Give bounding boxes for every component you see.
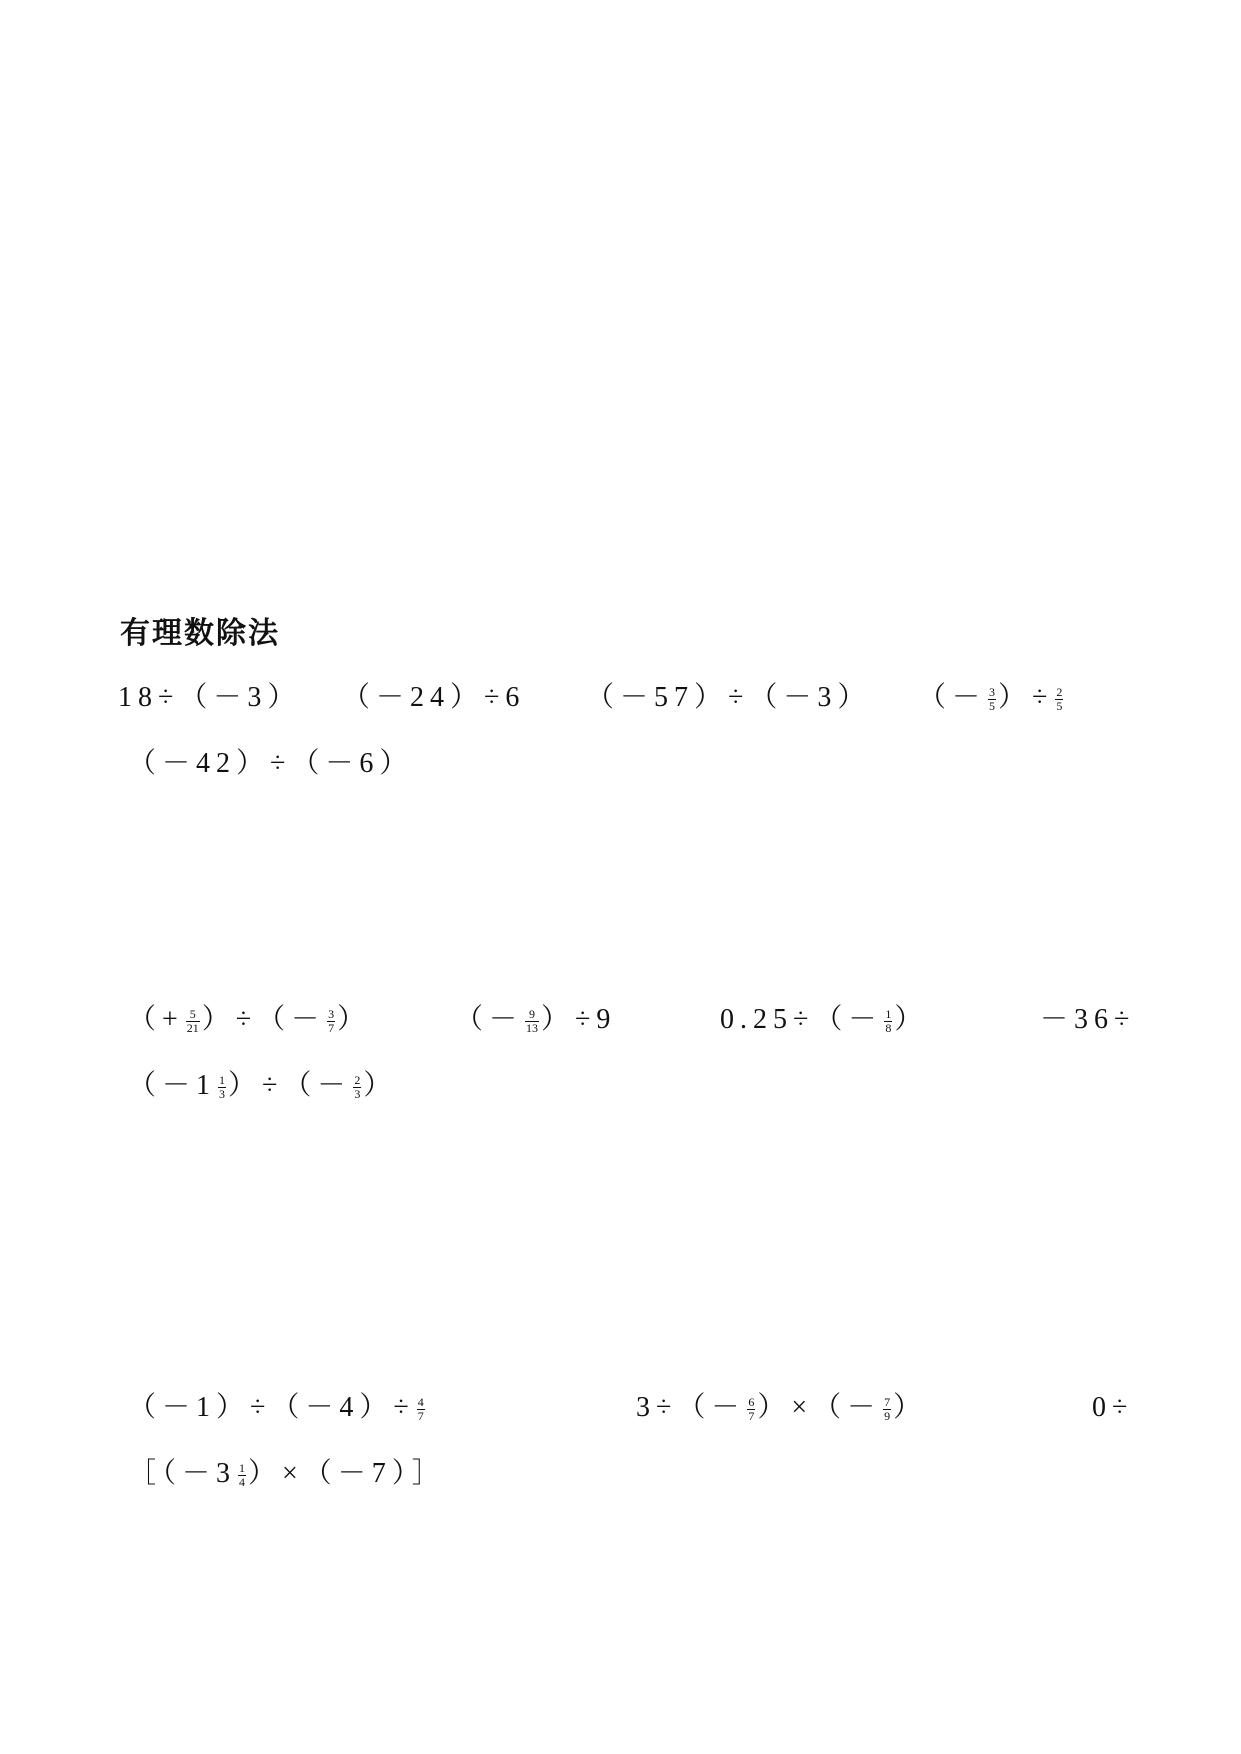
worksheet-title: 有理数除法 bbox=[120, 616, 280, 651]
problem-14-post: ）×（－7）］ bbox=[248, 1458, 446, 1489]
fraction-denominator: 13 bbox=[526, 1021, 539, 1036]
problem-8 bbox=[720, 1000, 928, 1040]
fraction-denominator: 9 bbox=[884, 1409, 891, 1424]
problem-8-post: ） bbox=[894, 1004, 929, 1035]
problem-12 bbox=[636, 1388, 927, 1428]
fraction bbox=[417, 1396, 425, 1423]
problem-14 bbox=[128, 1454, 446, 1494]
fraction bbox=[884, 1008, 892, 1035]
fraction-numerator: 7 bbox=[884, 1395, 891, 1410]
fraction bbox=[186, 1008, 200, 1035]
fraction-denominator: 5 bbox=[989, 699, 996, 714]
fraction-denominator: 3 bbox=[354, 1087, 361, 1102]
problem-3: （－57）÷（－3） bbox=[586, 682, 872, 713]
fraction-denominator: 8 bbox=[885, 1021, 892, 1036]
fraction-denominator: 7 bbox=[748, 1409, 755, 1424]
fraction-denominator: 3 bbox=[219, 1087, 226, 1102]
problem-12-mid: ）×（－ bbox=[757, 1392, 882, 1423]
fraction-numerator: 1 bbox=[885, 1007, 892, 1022]
problem-10-pre: （－1 bbox=[128, 1070, 217, 1101]
problem-10-post: ） bbox=[363, 1070, 398, 1101]
fraction bbox=[1055, 686, 1063, 713]
problem-11-pre: （－1）÷（－4）÷ bbox=[128, 1392, 415, 1423]
problem-10 bbox=[128, 1066, 397, 1106]
problem-7-post: ）÷9 bbox=[541, 1004, 617, 1035]
problem-13: 0÷ bbox=[1092, 1392, 1134, 1423]
problem-6-pre: （+ bbox=[128, 1004, 184, 1035]
fraction-denominator: 21 bbox=[186, 1021, 199, 1036]
problem-6-post: ） bbox=[337, 1004, 372, 1035]
fraction bbox=[988, 686, 996, 713]
fraction bbox=[218, 1074, 226, 1101]
fraction-numerator: 1 bbox=[219, 1073, 226, 1088]
problem-7-pre: （－ bbox=[455, 1004, 524, 1035]
fraction-numerator: 3 bbox=[328, 1007, 335, 1022]
fraction bbox=[747, 1396, 755, 1423]
problem-6 bbox=[128, 1000, 371, 1040]
problem-6-mid: ）÷（－ bbox=[201, 1004, 326, 1035]
fraction bbox=[525, 1008, 539, 1035]
problem-10-mid: ）÷（－ bbox=[228, 1070, 352, 1101]
problem-11 bbox=[128, 1388, 427, 1428]
problem-4-mid: ）÷ bbox=[998, 682, 1054, 713]
fraction-numerator: 3 bbox=[989, 685, 996, 700]
fraction-numerator: 9 bbox=[525, 1008, 539, 1022]
problem-4-pre: （－ bbox=[918, 682, 987, 713]
problem-4 bbox=[918, 678, 1065, 718]
problem-14-pre: ［（－3 bbox=[128, 1458, 237, 1489]
fraction bbox=[327, 1008, 335, 1035]
problem-12-pre: 3÷（－ bbox=[636, 1392, 746, 1423]
problem-12-post: ） bbox=[893, 1392, 928, 1423]
problem-2: （－24）÷6 bbox=[342, 682, 526, 713]
fraction-numerator: 5 bbox=[186, 1008, 200, 1022]
fraction-numerator: 2 bbox=[354, 1073, 361, 1088]
fraction bbox=[353, 1074, 361, 1101]
fraction-numerator: 2 bbox=[1056, 685, 1063, 700]
fraction-numerator: 4 bbox=[417, 1395, 424, 1410]
fraction bbox=[238, 1462, 246, 1489]
fraction bbox=[883, 1396, 891, 1423]
fraction-denominator: 7 bbox=[328, 1021, 335, 1036]
fraction-numerator: 1 bbox=[239, 1461, 246, 1476]
fraction-denominator: 7 bbox=[417, 1409, 424, 1424]
problem-9: －36÷ bbox=[1040, 1004, 1136, 1035]
problem-1: 18÷（－3） bbox=[118, 682, 302, 713]
problem-8-pre: 0.25÷（－ bbox=[720, 1004, 883, 1035]
fraction-numerator: 6 bbox=[748, 1395, 755, 1410]
problem-5: （－42）÷（－6） bbox=[128, 748, 414, 779]
fraction-denominator: 4 bbox=[239, 1475, 246, 1490]
fraction-denominator: 5 bbox=[1056, 699, 1063, 714]
problem-7 bbox=[455, 1000, 616, 1040]
